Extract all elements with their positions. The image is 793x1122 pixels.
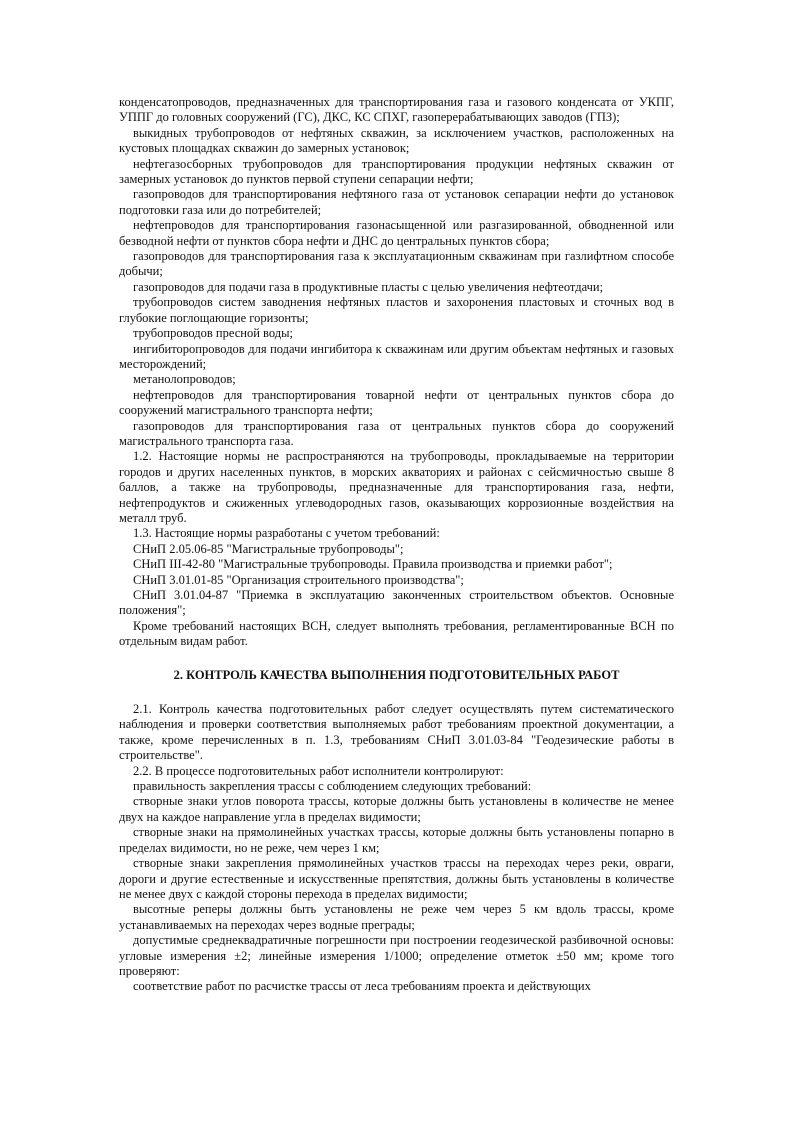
- paragraph: конденсатопроводов, предназначенных для транспортирования газа и газового конденсата от УКПГ, УППГ до головных сооружений (ГС), ДКС, КС СПХГ, газоперерабатывающих заводов (ГПЗ);: [119, 95, 674, 125]
- paragraph: 1.2. Настоящие нормы не распространяются на трубопроводы, прокладываемые на территории городов и других населенных пунктов, в морских акваториях и районах с сейсмичностью свыше 8 баллов, а также на трубопроводы, предназначенные для транспортирования газа, нефти, нефтепродуктов и сжиженных углеводородных газов, оказывающих коррозионные воздействия на металл труб.: [119, 449, 674, 525]
- paragraph: СНиП 2.05.06-85 "Магистральные трубопроводы";: [133, 541, 404, 556]
- paragraph: газопроводов для подачи газа в продуктивные пласты с целью увеличения нефтеотдачи;: [133, 279, 604, 294]
- paragraph: трубопроводов систем заводнения нефтяных пластов и захоронения пластовых и сточных вод в глубокие поглощающие горизонты;: [119, 295, 674, 325]
- paragraph: ингибиторопроводов для подачи ингибитора к скважинам или другим объектам нефтяных и газовых месторождений;: [119, 341, 674, 371]
- paragraph: соответствие работ по расчистке трассы от леса требованиям проекта и действующих: [133, 979, 591, 994]
- paragraph: СНиП 3.01.01-85 "Организация строительного производства";: [133, 572, 464, 587]
- paragraph: СНиП III-42-80 "Магистральные трубопроводы. Правила производства и приемки работ";: [133, 557, 613, 572]
- section-heading: 2. КОНТРОЛЬ КАЧЕСТВА ВЫПОЛНЕНИЯ ПОДГОТОВИТЕЛЬНЫХ РАБОТ: [173, 667, 620, 682]
- paragraph: допустимые среднеквадратичные погрешности при построении геодезической разбивочной основы: угловые измерения ±2; линейные измерения 1/1000; определение отметок ±50 мм; кроме того проверяют:: [119, 933, 674, 978]
- paragraph: створные знаки на прямолинейных участках трассы, которые должны быть установлены попарно в пределах видимости, но не реже, чем через 1 км;: [119, 825, 674, 855]
- paragraph: газопроводов для транспортирования газа к эксплуатационным скважинам при газлифтном способе добычи;: [119, 249, 674, 279]
- paragraph: 1.3. Настоящие нормы разработаны с учетом требований:: [133, 526, 440, 541]
- paragraph: высотные реперы должны быть установлены не реже чем через 5 км вдоль трассы, кроме устанавливаемых на переходах через водные преграды;: [119, 902, 674, 932]
- paragraph: правильность закрепления трассы с соблюдением следующих требований:: [133, 779, 532, 794]
- paragraph: метанолопроводов;: [133, 372, 236, 387]
- paragraph: газопроводов для транспортирования нефтяного газа от установок сепарации нефти до установок подготовки газа или до потребителей;: [119, 187, 674, 217]
- paragraph: газопроводов для транспортирования газа от центральных пунктов сбора до сооружений магистрального транспорта газа.: [119, 418, 674, 448]
- paragraph: нефтегазосборных трубопроводов для транспортирования продукции нефтяных скважин от замерных установок до пунктов первой ступени сепарации нефти;: [119, 156, 674, 187]
- paragraph: створные знаки закрепления прямолинейных участков трассы на переходах через реки, овраги, дороги и другие естественные и искусственные препятствия, должны быть установлены в количестве не менее двух с каждой стороны перехода в пределах видимости;: [119, 856, 674, 901]
- paragraph: створные знаки углов поворота трассы, которые должны быть установлены в количестве не менее двух на каждое направление угла в пределах видимости;: [119, 794, 674, 824]
- paragraph: 2.2. В процессе подготовительных работ исполнители контролируют:: [133, 763, 504, 778]
- paragraph: трубопроводов пресной воды;: [133, 326, 293, 341]
- paragraph: 2.1. Контроль качества подготовительных работ следует осуществлять путем систематического наблюдения и проверки соответствия выполняемых работ требованиям проектной документации, а также, кроме перечисленных в п. 1.3, требованиям СНиП 3.01.03-84 "Геодезические работы в строительстве".: [119, 702, 674, 763]
- paragraph: выкидных трубопроводов от нефтяных скважин, за исключением участков, расположенных на кустовых площадках скважин до замерных установок;: [119, 125, 674, 156]
- paragraph: СНиП 3.01.04-87 "Приемка в эксплуатацию законченных строительством объектов. Основные положения";: [119, 588, 674, 618]
- document-page: [119, 95, 674, 995]
- paragraph: Кроме требований настоящих ВСН, следует выполнять требования, регламентированные ВСН по отдельным видам работ.: [119, 618, 674, 649]
- paragraph: нефтепроводов для транспортирования товарной нефти от центральных пунктов сбора до сооружений магистрального транспорта нефти;: [119, 387, 674, 418]
- paragraph: нефтепроводов для транспортирования газонасыщенной или разгазированной, обводненной или безводной нефти от пунктов сбора нефти и ДНС до центральных пунктов сбора;: [119, 218, 674, 248]
